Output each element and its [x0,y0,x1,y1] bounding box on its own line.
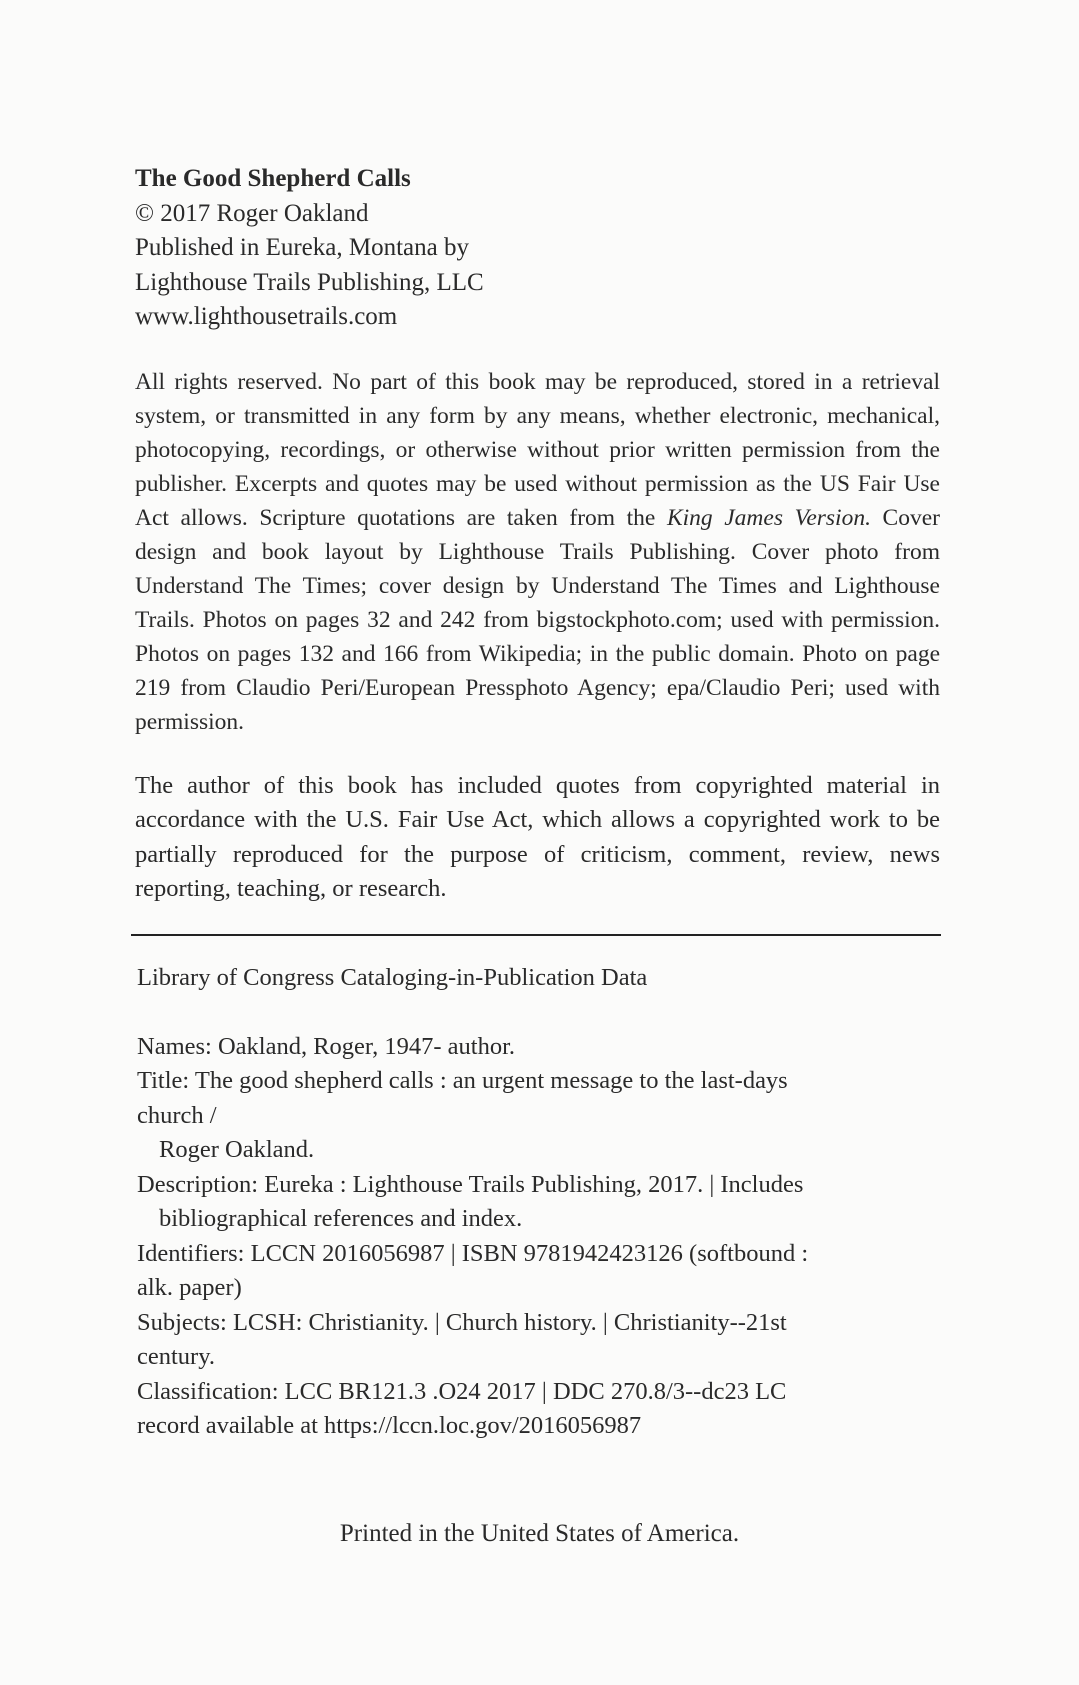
rights-text-start: All rights reserved. No part of this book may be reproduced, stored in a retrieval system, or transmitted in any form by any means, whether electronic, mechanical, photocopying, recordings, or otherwise without prior written permission from the publisher. Excerpts and quotes may be used without permission as the US Fair Use Act allows. Scripture quotations are taken from the [135,368,940,531]
cip-identifiers-line2: alk. paper) [137,1274,242,1301]
cip-subjects-line2: century. [137,1343,215,1370]
cip-data-block [137,961,942,1444]
cip-title-line3: Roger Oakland. [159,1136,315,1163]
publisher-name: Lighthouse Trails Publishing, LLC [135,268,484,296]
book-title: The Good Shepherd Calls [135,165,411,192]
cip-description-line1: Description: Eureka : Lighthouse Trails Publishing, 2017. | Includes [137,1170,804,1198]
cip-heading: Library of Congress Cataloging-in-Publication Data [137,964,648,991]
divider-rule [131,934,941,936]
cip-title-line1: Title: The good shepherd calls : an urgent message to the last-days [137,1067,788,1094]
rights-paragraph [135,365,940,739]
cip-title-line2: church / [137,1101,217,1129]
published-location: Published in Eureka, Montana by [135,234,469,261]
main-content [135,162,940,907]
cip-subjects-line1: Subjects: LCSH: Christianity. | Church history. | Christianity--21st [137,1308,787,1336]
publication-info [135,162,940,335]
cip-names: Names: Oakland, Roger, 1947- author. [137,1032,516,1060]
publisher-website: www.lighthousetrails.com [135,303,398,330]
cip-classification-line1: Classification: LCC BR121.3 .O24 2017 | DDC 270.8/3--dc23 LC [137,1377,787,1405]
cip-classification-line2: record available at https://lccn.loc.gov/2016056987 [137,1412,642,1439]
cip-identifiers-line1: Identifiers: LCCN 2016056987 | ISBN 9781942423126 (softbound : [137,1239,809,1267]
rights-text-end: Cover design and book layout by Lighthouse Trails Publishing. Cover photo from Understand The Times; cover design by Understand The Times and Lighthouse Trails. Photos on pages 32 and 242 from bigstockphoto.com; used with permission. Photos on pages 132 and 166 from Wikipedia; in the public domain. Photo on page 219 from Claudio Peri/European Pressphoto Agency; epa/Claudio Peri; used with permission. [135,504,940,735]
fair-use-paragraph: The author of this book has included quotes from copyrighted material in accordance with the U.S. Fair Use Act, which allows a copyrighted work to be partially reproduced for the purpose of criticism, comment, review, news reporting, teaching, or research. [135,771,940,902]
rights-italic-version: King James Version. [666,504,871,531]
copyright-notice: © 2017 Roger Oakland [135,199,369,227]
printed-in-notice: Printed in the United States of America. [339,1520,740,1547]
cip-description-line2: bibliographical references and index. [159,1205,523,1232]
